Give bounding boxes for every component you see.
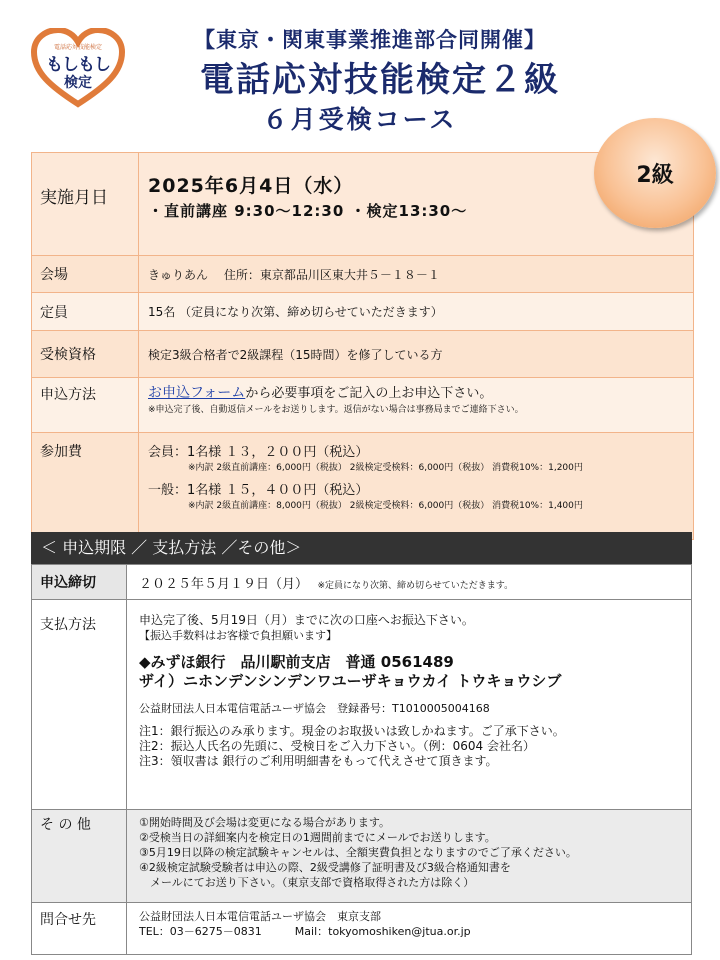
apply-note: ※申込完了後、自動返信メールをお送りします。返信がない場合は事務局までご連絡下さい。	[148, 405, 524, 415]
deadline-label: 申込締切	[32, 565, 127, 600]
moshimoshi-logo	[30, 28, 126, 108]
row-capacity	[32, 293, 694, 331]
eligibility-value: 検定3級合格者で2級課程（15時間）を修了している方	[139, 331, 694, 378]
payment-instruction: 申込完了後、5月19日（月）までに次の口座へお振込下さい。	[139, 613, 474, 627]
row-other	[32, 810, 692, 903]
bank-account-name: ザイ）ニホンデンシンデンワユーザキョウカイ トウキョウシブ	[139, 672, 562, 690]
capacity-label: 定員	[32, 293, 139, 331]
payment-note-2: 注2：振込人氏名の先頭に、受検日をご入力下さい。（例：0604 会社名）	[139, 739, 535, 753]
payment-note-1: 注1：銀行振込のみ承ります。現金のお取扱いは致しかねます。ご了承下さい。	[139, 724, 565, 738]
row-fee	[32, 433, 694, 540]
capacity-value: 15名 （定員になり次第、締め切らせていただきます）	[139, 293, 694, 331]
apply-label: 申込方法	[32, 378, 139, 433]
deadline-note: ※定員になり次第、締め切らせていただきます。	[317, 580, 514, 591]
fee-general: 一般：1名様 １５，４００円（税込）	[148, 483, 369, 498]
row-payment	[32, 600, 692, 810]
payment-label: 支払方法	[32, 600, 127, 810]
other-note-3: ③5月19日以降の検定試験キャンセルは、全額実費負担となりますのでご了承ください。	[139, 846, 577, 859]
contact-organization: 公益財団法人日本電信電話ユーザ協会 東京支部	[139, 910, 381, 923]
fee-label: 参加費	[32, 433, 139, 540]
payment-fee-note: 【振込手数料はお客様で負担願います】	[139, 629, 337, 642]
row-eligibility	[32, 331, 694, 378]
date-label: 実施月日	[32, 153, 139, 256]
event-info-table	[31, 152, 694, 540]
level-badge	[594, 118, 716, 228]
registration-number: 公益財団法人日本電信電話ユーザ協会 登録番号：T1010005004168	[139, 702, 490, 715]
event-times: ・直前講座 9:30～12:30 ・検定13:30～	[148, 202, 468, 220]
deadline-value: ２０２５年５月１９日（月）	[139, 576, 309, 592]
row-contact	[32, 903, 692, 955]
eligibility-label: 受検資格	[32, 331, 139, 378]
other-note-1: ①開始時間及び会場は変更になる場合があります。	[139, 816, 390, 829]
logo-small-text: 電話応対技能検定	[53, 44, 102, 51]
fee-member: 会員：1名様 １３，２００円（税込）	[148, 445, 369, 460]
row-deadline	[32, 565, 692, 600]
other-note-5: メールにてお送り下さい。（東京支部で資格取得された方は除く）	[139, 876, 475, 889]
contact-label: 問合せ先	[32, 903, 127, 955]
other-note-2: ②受検当日の詳細案内を検定日の1週間前までにメールでお送りします。	[139, 831, 496, 844]
section-header: ＜ 申込期限 ／ 支払方法 ／その他＞	[31, 532, 692, 564]
venue-value: きゅりあん 住所：東京都品川区東大井５－１８－１	[139, 256, 694, 293]
row-venue	[32, 256, 694, 293]
apply-text: から必要事項をご記入の上お申込下さい。	[245, 386, 493, 401]
event-date: 2025年6月4日（水）	[148, 175, 354, 197]
level-badge-text: 2級	[636, 163, 674, 188]
row-apply	[32, 378, 694, 433]
course-subtitle: ６月受検コース	[262, 105, 458, 134]
other-label: そ の 他	[32, 810, 127, 903]
bank-account: ◆みずほ銀行 品川駅前支店 普通 0561489	[139, 653, 454, 671]
fee-general-detail: ※内訳 2級直前講座：8,000円（税抜） 2級検定受検料：6,000円（税抜） 消費税10%：1,400円	[188, 501, 583, 511]
payment-note-3: 注3：領収書は 銀行のご利用明細書をもって代えさせて頂きます。	[139, 754, 498, 768]
logo-main-text: もしもし	[46, 55, 110, 75]
event-organizer-heading: 【東京・関東事業推進部合同開催】	[194, 28, 546, 52]
logo-sub-text: 検定	[64, 75, 92, 91]
page-title: 電話応対技能検定２級	[200, 60, 560, 100]
venue-label: 会場	[32, 256, 139, 293]
fee-member-detail: ※内訳 2級直前講座：6,000円（税抜） 2級検定受検料：6,000円（税抜） 消費税10%：1,200円	[188, 463, 583, 473]
details-table	[31, 564, 692, 955]
contact-phone-email: TEL：03－6275－0831 Mail：tokyomoshiken@jtua.or.jp	[139, 925, 471, 938]
other-note-4: ④2級検定試験受験者は申込の際、2級受講修了証明書及び3級合格通知書を	[139, 861, 511, 874]
apply-form-link[interactable]: お申込フォーム	[148, 385, 246, 401]
